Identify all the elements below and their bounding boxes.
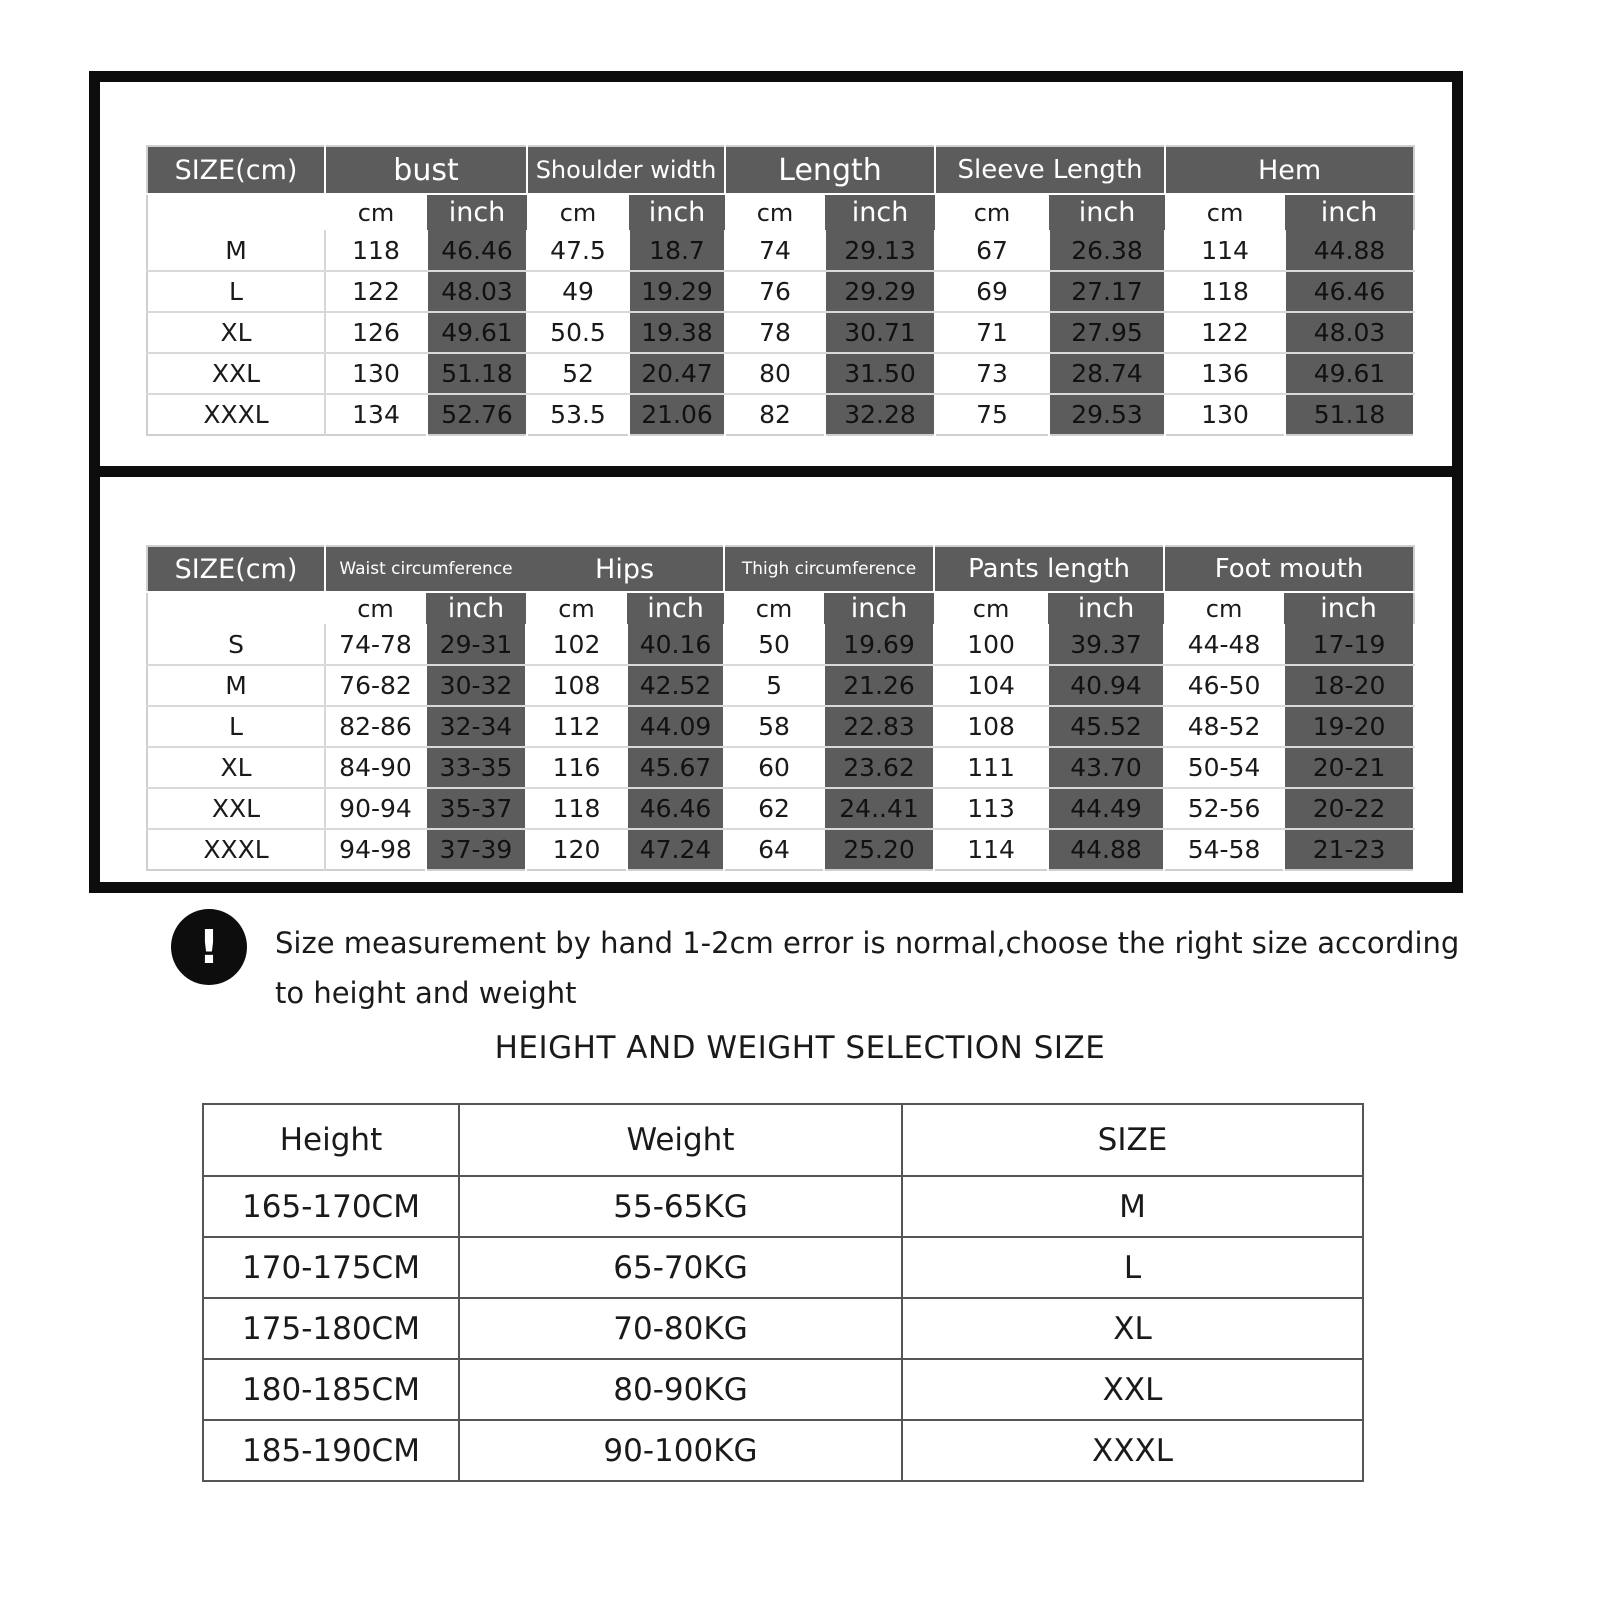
unit-inch: inch (627, 592, 724, 624)
header-shoulder-width: Shoulder width (527, 146, 725, 194)
size-label: M (147, 665, 325, 706)
inch-value: 45.67 (627, 747, 724, 788)
measurement-notice: Size measurement by hand 1-2cm error is normal,choose the right size according to height and weight (275, 926, 1460, 1010)
inch-value: 26.38 (1049, 230, 1165, 271)
frame-divider (89, 466, 1463, 477)
cm-value: 122 (1165, 312, 1285, 353)
unit-cm: cm (934, 592, 1048, 624)
inch-value: 29.53 (1049, 394, 1165, 435)
inch-value: 43.70 (1048, 747, 1164, 788)
cm-value: 50 (724, 624, 824, 665)
cm-value: 82-86 (325, 706, 426, 747)
inch-value: 30.71 (825, 312, 935, 353)
unit-inch: inch (426, 592, 526, 624)
unit-inch: inch (1048, 592, 1164, 624)
cm-value: 114 (1165, 230, 1285, 271)
cm-value: 67 (935, 230, 1049, 271)
cm-value: 118 (1165, 271, 1285, 312)
cm-value: 82 (725, 394, 825, 435)
cm-value: 60 (724, 747, 824, 788)
table-row (147, 706, 1414, 747)
inch-value: 22.83 (824, 706, 934, 747)
header-waist-circumference: Waist circumference (325, 546, 526, 592)
cm-value: 54-58 (1164, 829, 1284, 870)
table-row (203, 1420, 1363, 1481)
cm-value: 118 (325, 230, 427, 271)
cm-value: 94-98 (325, 829, 426, 870)
unit-inch: inch (824, 592, 934, 624)
height-value: 175-180CM (203, 1298, 459, 1359)
unit-inch: inch (825, 194, 935, 230)
weight-value: 65-70KG (459, 1237, 902, 1298)
table-row (147, 271, 1414, 312)
cm-value: 62 (724, 788, 824, 829)
cm-value: 84-90 (325, 747, 426, 788)
cm-value: 100 (934, 624, 1048, 665)
cm-value: 64 (724, 829, 824, 870)
header-row (203, 1104, 1363, 1176)
inch-value: 19.38 (629, 312, 725, 353)
top-size-table (146, 145, 1415, 436)
height-value: 165-170CM (203, 1176, 459, 1237)
cm-value: 5 (724, 665, 824, 706)
unit-cm: cm (526, 592, 627, 624)
inch-value: 35-37 (426, 788, 526, 829)
unit-inch: inch (1285, 194, 1414, 230)
weight-value: 90-100KG (459, 1420, 902, 1481)
inch-value: 44.88 (1285, 230, 1414, 271)
size-label: XL (147, 747, 325, 788)
size-label: XXL (147, 788, 325, 829)
header-thigh-circumference: Thigh circumference (724, 546, 934, 592)
unit-inch: inch (1284, 592, 1414, 624)
height-weight-table (202, 1103, 1364, 1482)
unit-inch: inch (427, 194, 527, 230)
cm-value: 49 (527, 271, 629, 312)
unit-row (147, 194, 1414, 230)
weight-value: 80-90KG (459, 1359, 902, 1420)
table-row (203, 1298, 1363, 1359)
header-hips: Hips (526, 546, 724, 592)
unit-inch: inch (1049, 194, 1165, 230)
inch-value: 20-21 (1284, 747, 1414, 788)
cm-value: 112 (526, 706, 627, 747)
size-value: XXL (902, 1359, 1363, 1420)
cm-value: 71 (935, 312, 1049, 353)
unit-row (147, 592, 1414, 624)
header-height: Height (203, 1104, 459, 1176)
inch-value: 21-23 (1284, 829, 1414, 870)
inch-value: 28.74 (1049, 353, 1165, 394)
unit-cm: cm (325, 194, 427, 230)
table-row (147, 312, 1414, 353)
unit-cm: cm (1165, 194, 1285, 230)
unit-blank (147, 194, 325, 230)
inch-value: 46.46 (1285, 271, 1414, 312)
header-row (147, 146, 1414, 194)
size-label: XXXL (147, 394, 325, 435)
inch-value: 19.69 (824, 624, 934, 665)
unit-cm: cm (725, 194, 825, 230)
inch-value: 29.29 (825, 271, 935, 312)
height-value: 180-185CM (203, 1359, 459, 1420)
inch-value: 27.17 (1049, 271, 1165, 312)
inch-value: 19.29 (629, 271, 725, 312)
inch-value: 39.37 (1048, 624, 1164, 665)
inch-value: 46.46 (427, 230, 527, 271)
table-row (203, 1359, 1363, 1420)
cm-value: 104 (934, 665, 1048, 706)
cm-value: 73 (935, 353, 1049, 394)
header-length: Length (725, 146, 935, 194)
unit-cm: cm (527, 194, 629, 230)
inch-value: 18-20 (1284, 665, 1414, 706)
unit-cm: cm (1164, 592, 1284, 624)
header-size: SIZE(cm) (147, 146, 325, 194)
inch-value: 40.94 (1048, 665, 1164, 706)
height-value: 170-175CM (203, 1237, 459, 1298)
cm-value: 118 (526, 788, 627, 829)
cm-value: 116 (526, 747, 627, 788)
inch-value: 52.76 (427, 394, 527, 435)
header-size: SIZE (902, 1104, 1363, 1176)
inch-value: 18.7 (629, 230, 725, 271)
inch-value: 17-19 (1284, 624, 1414, 665)
size-value: L (902, 1237, 1363, 1298)
header-hem: Hem (1165, 146, 1414, 194)
inch-value: 29.13 (825, 230, 935, 271)
cm-value: 69 (935, 271, 1049, 312)
height-value: 185-190CM (203, 1420, 459, 1481)
cm-value: 52-56 (1164, 788, 1284, 829)
size-label: S (147, 624, 325, 665)
table-row (147, 788, 1414, 829)
cm-value: 120 (526, 829, 627, 870)
cm-value: 108 (526, 665, 627, 706)
cm-value: 50.5 (527, 312, 629, 353)
inch-value: 40.16 (627, 624, 724, 665)
cm-value: 126 (325, 312, 427, 353)
cm-value: 52 (527, 353, 629, 394)
cm-value: 136 (1165, 353, 1285, 394)
inch-value: 46.46 (627, 788, 724, 829)
inch-value: 32.28 (825, 394, 935, 435)
table-row (203, 1176, 1363, 1237)
table-row (147, 665, 1414, 706)
inch-value: 47.24 (627, 829, 724, 870)
inch-value: 45.52 (1048, 706, 1164, 747)
size-label: XXL (147, 353, 325, 394)
table-row (147, 624, 1414, 665)
inch-value: 19-20 (1284, 706, 1414, 747)
inch-value: 20-22 (1284, 788, 1414, 829)
size-value: M (902, 1176, 1363, 1237)
cm-value: 76-82 (325, 665, 426, 706)
header-weight: Weight (459, 1104, 902, 1176)
inch-value: 25.20 (824, 829, 934, 870)
unit-blank (147, 592, 325, 624)
exclamation-icon: ! (171, 909, 247, 985)
inch-value: 20.47 (629, 353, 725, 394)
inch-value: 33-35 (426, 747, 526, 788)
inch-value: 31.50 (825, 353, 935, 394)
inch-value: 37-39 (426, 829, 526, 870)
cm-value: 50-54 (1164, 747, 1284, 788)
inch-value: 21.26 (824, 665, 934, 706)
cm-value: 74 (725, 230, 825, 271)
table-row (147, 394, 1414, 435)
cm-value: 53.5 (527, 394, 629, 435)
header-foot-mouth: Foot mouth (1164, 546, 1414, 592)
cm-value: 102 (526, 624, 627, 665)
inch-value: 30-32 (426, 665, 526, 706)
header-size: SIZE(cm) (147, 546, 325, 592)
cm-value: 46-50 (1164, 665, 1284, 706)
table-row (147, 747, 1414, 788)
cm-value: 108 (934, 706, 1048, 747)
cm-value: 130 (325, 353, 427, 394)
cm-value: 78 (725, 312, 825, 353)
header-bust: bust (325, 146, 527, 194)
weight-value: 55-65KG (459, 1176, 902, 1237)
cm-value: 75 (935, 394, 1049, 435)
inch-value: 44.88 (1048, 829, 1164, 870)
size-value: XXXL (902, 1420, 1363, 1481)
inch-value: 23.62 (824, 747, 934, 788)
size-label: XXXL (147, 829, 325, 870)
size-label: L (147, 706, 325, 747)
cm-value: 44-48 (1164, 624, 1284, 665)
inch-value: 44.49 (1048, 788, 1164, 829)
size-label: L (147, 271, 325, 312)
cm-value: 130 (1165, 394, 1285, 435)
cm-value: 58 (724, 706, 824, 747)
inch-value: 48.03 (427, 271, 527, 312)
header-sleeve-length: Sleeve Length (935, 146, 1165, 194)
inch-value: 29-31 (426, 624, 526, 665)
unit-cm: cm (724, 592, 824, 624)
inch-value: 32-34 (426, 706, 526, 747)
cm-value: 80 (725, 353, 825, 394)
inch-value: 48.03 (1285, 312, 1414, 353)
inch-value: 21.06 (629, 394, 725, 435)
cm-value: 114 (934, 829, 1048, 870)
table-row (147, 353, 1414, 394)
weight-value: 70-80KG (459, 1298, 902, 1359)
cm-value: 113 (934, 788, 1048, 829)
cm-value: 74-78 (325, 624, 426, 665)
size-label: XL (147, 312, 325, 353)
inch-value: 51.18 (1285, 394, 1414, 435)
cm-value: 90-94 (325, 788, 426, 829)
inch-value: 44.09 (627, 706, 724, 747)
cm-value: 48-52 (1164, 706, 1284, 747)
table-row (147, 829, 1414, 870)
cm-value: 111 (934, 747, 1048, 788)
cm-value: 47.5 (527, 230, 629, 271)
inch-value: 42.52 (627, 665, 724, 706)
cm-value: 76 (725, 271, 825, 312)
bottom-size-table (146, 545, 1415, 871)
cm-value: 122 (325, 271, 427, 312)
size-value: XL (902, 1298, 1363, 1359)
header-row (147, 546, 1414, 592)
inch-value: 27.95 (1049, 312, 1165, 353)
inch-value: 24..41 (824, 788, 934, 829)
size-label: M (147, 230, 325, 271)
unit-inch: inch (629, 194, 725, 230)
header-pants-length: Pants length (934, 546, 1164, 592)
inch-value: 49.61 (427, 312, 527, 353)
table-row (203, 1237, 1363, 1298)
table-row (147, 230, 1414, 271)
inch-value: 49.61 (1285, 353, 1414, 394)
unit-cm: cm (325, 592, 426, 624)
height-weight-title: HEIGHT AND WEIGHT SELECTION SIZE (494, 1030, 1106, 1066)
cm-value: 134 (325, 394, 427, 435)
inch-value: 51.18 (427, 353, 527, 394)
unit-cm: cm (935, 194, 1049, 230)
